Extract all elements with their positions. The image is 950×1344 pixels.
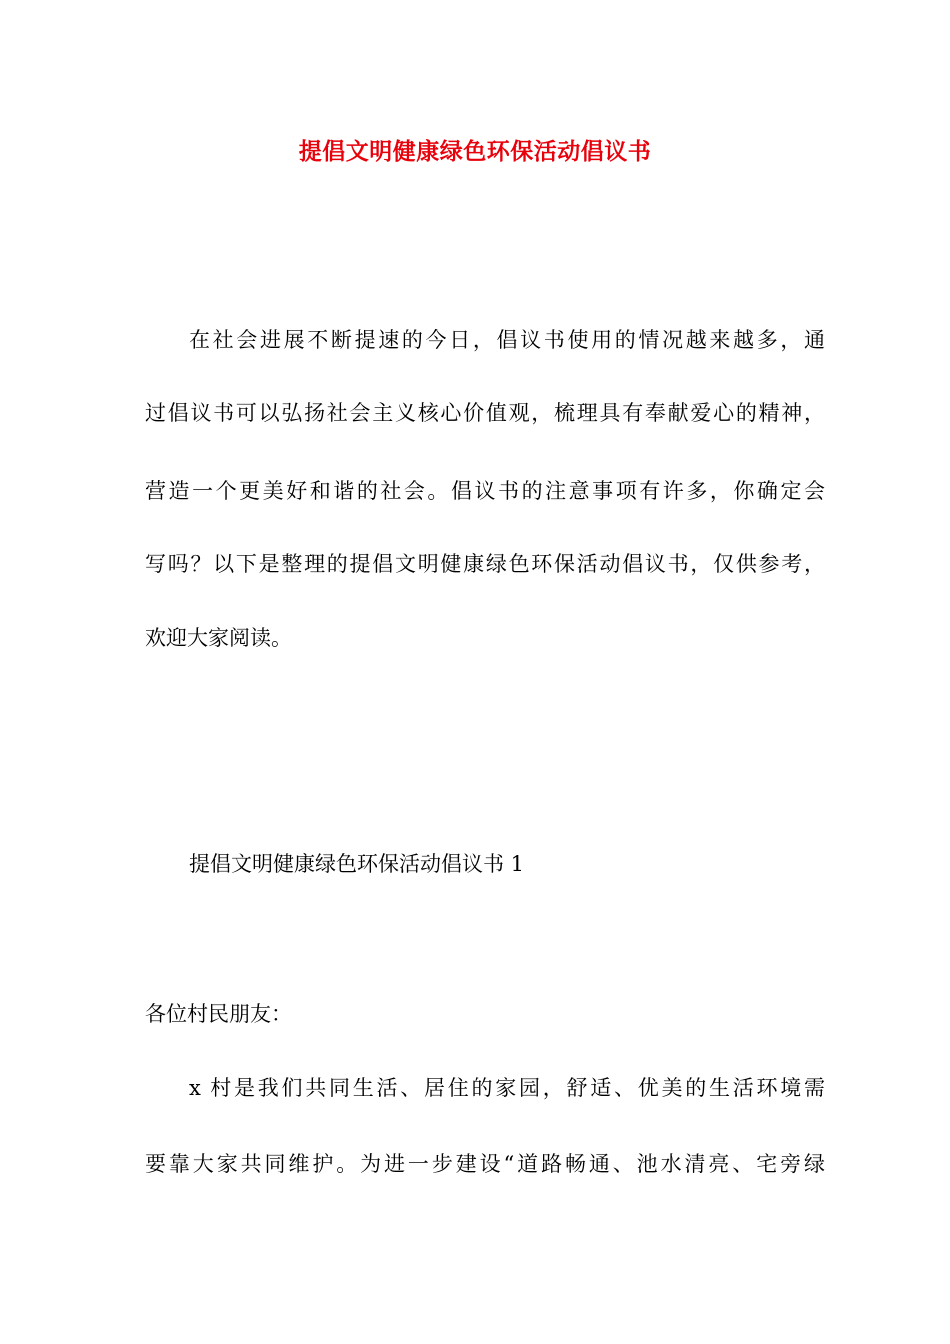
intro-line-4: 写吗？以下是整理的提倡文明健康绿色环保活动倡议书，仅供参考，: [145, 552, 825, 576]
salutation: 各位村民朋友：: [145, 1002, 292, 1026]
intro-line-5: 欢迎大家阅读。: [145, 626, 292, 650]
intro-line-3: 营造一个更美好和谐的社会。倡议书的注意事项有许多，你确定会: [145, 479, 825, 503]
body-line-2: 要靠大家共同维护。为进一步建设“道路畅通、池水清亮、宅旁绿: [145, 1152, 825, 1176]
section-heading: 提倡文明健康绿色环保活动倡议书 1: [189, 852, 525, 876]
document-title: 提倡文明健康绿色环保活动倡议书: [298, 139, 652, 165]
intro-line-1: 在社会进展不断提速的今日，倡议书使用的情况越来越多，通: [189, 328, 825, 352]
intro-line-2: 过倡议书可以弘扬社会主义核心价值观，梳理具有奉献爱心的精神，: [145, 401, 825, 425]
body-line-1: x 村是我们共同生活、居住的家园，舒适、优美的生活环境需: [189, 1076, 825, 1100]
